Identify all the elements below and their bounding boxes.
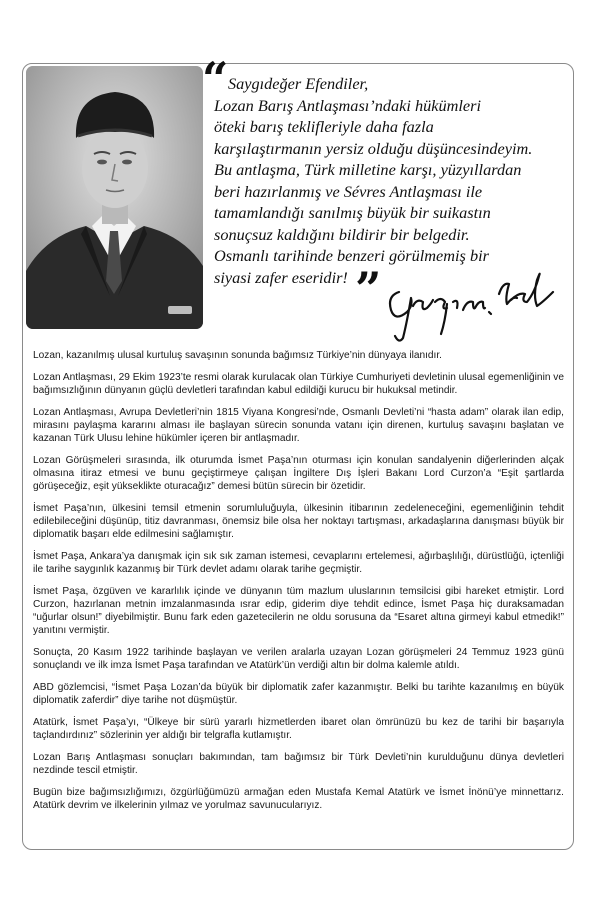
paragraph: İsmet Paşa’nın, ülkesini temsil etmenin sorumluluğuyla, ülkesinin itibarının zedeleneceğini, egemenliğinin tehdit edilebileceğini düşünüp, titiz davranması, önemsiz bile olsa her noktayı tartışması, arkadaşlarına danışması büyük bir diplomatik başarı elde edilmesini sağlamıştır.	[33, 502, 564, 541]
quote-line: Osmanlı tarihinde benzeri görülmemiş bir	[214, 246, 489, 265]
open-quote-mark: “	[202, 52, 229, 106]
quote-line: öteki barış teklifleriyle daha fazla	[214, 117, 434, 136]
signature-image	[385, 262, 560, 342]
paragraph: Lozan, kazanılmış ulusal kurtuluş savaşının sonunda bağımsız Türkiye’nin dünyaya ilanıdır.	[33, 350, 442, 361]
quote-line: Saygıdeğer Efendiler,	[228, 74, 369, 93]
paragraph: Lozan Görüşmeleri sırasında, ilk oturumda İsmet Paşa’nın oturması için konulan sandalyenin diğerlerinden alçak olmasına itiraz etmesi ve bunu geçiştirmeye çalışan İngiltere Dış İşleri Bakanı Lord Curzon’a “Eşit şartlarda görüşeceğiz, eşit yükseklikte oturacağız” demesi bütün sürecin bir özetidir.	[33, 454, 564, 493]
quote-line: tamamlandığı sanılmış büyük bir suikastın	[214, 203, 491, 222]
paragraph: Lozan Antlaşması, 29 Ekim 1923’te resmi olarak kurulacak olan Türkiye Cumhuriyeti devletinin ulusal egemenliğinin ve bağımsızlığının dünyanın güçlü devletleri tarafından kabul edildiği kurucu bir hukuksal metindir.	[33, 371, 564, 396]
paragraph: ABD gözlemcisi, “İsmet Paşa Lozan’da büyük bir diplomatik zafer kazanmıştır. Belki bu tarihte kazanılmış en büyük diplomatik zaferdir” diye tarihe not düşmüştür.	[33, 682, 564, 707]
paragraph: Bugün bize bağımsızlığımızı, özgürlüğümüzü armağan eden Mustafa Kemal Atatürk ve İsmet İnönü’ye minnettarız. Atatürk devrim ve ilkelerinin yılmaz ve yorulmaz savunucularıyız.	[33, 786, 564, 811]
quote-line: Lozan Barış Antlaşması’ndaki hükümleri	[214, 95, 481, 115]
quote-line: beri hazırlanmış ve Sévres Antlaşması ile	[214, 181, 483, 201]
quote-line: Bu antlaşma, Türk milletine karşı, yüzyıllardan	[214, 160, 522, 179]
paragraph: Lozan Barış Antlaşması sonuçları bakımından, tam bağımsız bir Türk Devleti’nin kurulduğunu dünya devletleri nezdinde tescil etmiştir.	[33, 751, 564, 777]
article-body	[33, 349, 564, 821]
ataturk-quote	[214, 73, 569, 288]
portrait-photo	[26, 66, 203, 329]
paragraph: Atatürk, İsmet Paşa’yı, “Ülkeye bir sürü yararlı hizmetlerden ibaret olan ömrünüzü bu kez de tarihi bir başarıyla taçlandırdınız” sözlerinin yer aldığı bir telgrafla kutlamıştır.	[33, 716, 564, 742]
paragraph: Sonuçta, 20 Kasım 1922 tarihinde başlayan ve verilen aralarla uzayan Lozan görüşmeleri 24 Temmuz 1923 günü sonuçlandı ve ilk imza İsmet Paşa tarafından ve Atatürk’ün verdiği altın bir dolma kalemle atıldı.	[33, 647, 564, 672]
quote-line: siyasi zafer eseridir!	[214, 267, 348, 287]
paragraph: İsmet Paşa, özgüven ve kararlılık içinde ve dünyanın tüm mazlum uluslarının temsilcisi gibi hareket etmiştir. Lord Curzon, hazırlanan metnin imzalanmasında ısrar edip, giderim diye tehdit edince, İsmet Paşa hiç duraksamadan “uğurlar olsun!” diyebilmiştir. Bunu fark eden gazetecilerin ne oldu sorusuna da “Esaret altına girmeyi kabul etmedik!” yanıtını vermiştir.	[33, 585, 564, 637]
quote-line: sonuçsuz kaldığını bildirir bir belgedir.	[214, 224, 470, 244]
close-quote-mark: ”	[355, 262, 382, 316]
quote-line: karşılaştırmanın yersiz olduğu düşüncesindeyim.	[214, 138, 533, 158]
paragraph: İsmet Paşa, Ankara’ya danışmak için sık sık zaman istemesi, cevaplarını ertelemesi, ağırbaşlılığı, dürüstlüğü, içtenliği ile tarihe saygınlık kazanmış bir Türk devlet adamı olarak tarihe geçmiştir.	[33, 550, 564, 576]
paragraph: Lozan Antlaşması, Avrupa Devletleri’nin 1815 Viyana Kongresi’nde, Osmanlı Devleti’ni “hasta adam” olarak ilan edip, mirasını paylaşma kararını alması ile başlayan sürecin sonunda vatanı için direnen, kurtuluş savaşını başlatan ve kazanan Türk Ulusu lehine hükümler içeren bir antlaşmadır.	[33, 406, 564, 445]
